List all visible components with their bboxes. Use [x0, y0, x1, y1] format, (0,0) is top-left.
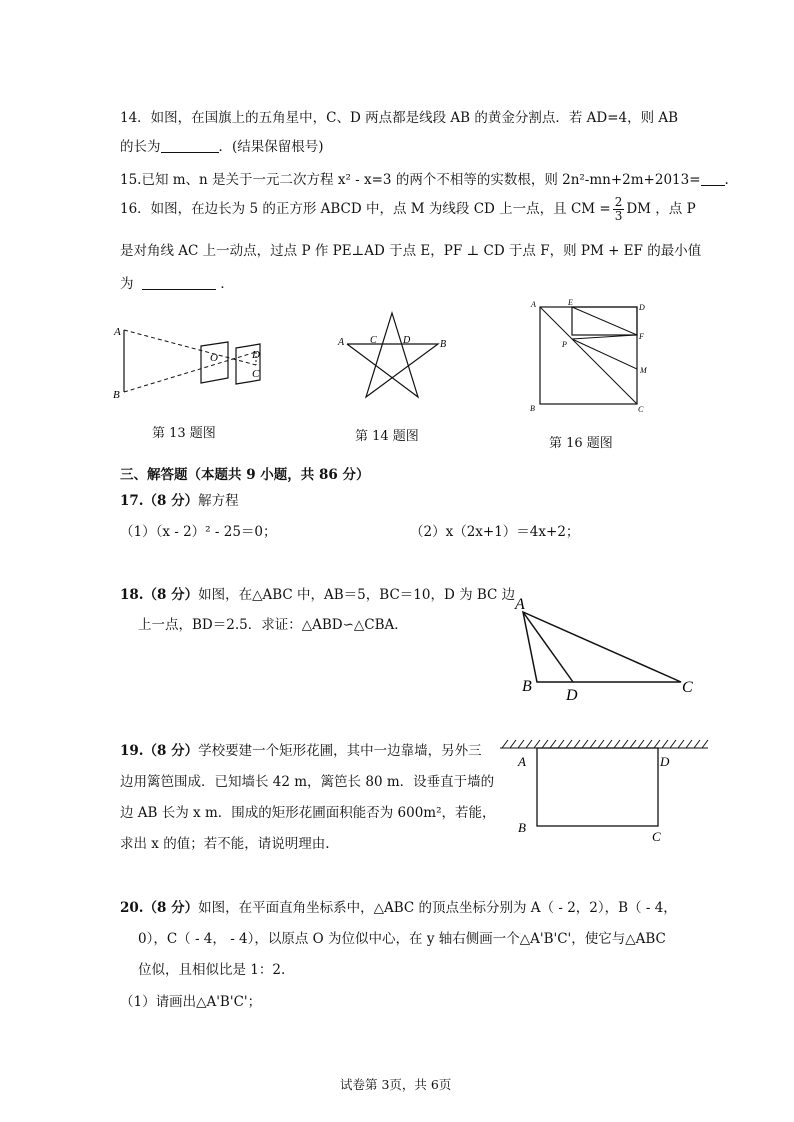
- q20-line1: [120, 896, 677, 916]
- figure-13-caption: 第 13 题图: [152, 426, 216, 441]
- label-c: C: [652, 829, 661, 844]
- q16-line1-pre: 16．如图，在边长为 5 的正方形 ABCD 中，点 M 为线段 CD 上一点，且 CM =: [120, 201, 611, 217]
- q19-line2: 边用篱笆围成．已知墙长 42 m，篱笆长 80 m．设垂直于墙的: [120, 774, 495, 790]
- label-d: D: [660, 754, 670, 769]
- q16-line1-post: DM ，点 P: [626, 201, 696, 217]
- figure-13: [108, 320, 278, 405]
- q19-text: 学校要建一个矩形花圃，其中一边靠墙，另外三: [198, 743, 482, 759]
- q16-line3-post: ．: [220, 276, 234, 292]
- q17-part2: （2）x（2x+1）＝4x+2；: [410, 524, 580, 540]
- label-a: A: [518, 754, 526, 769]
- label-a: A: [114, 326, 121, 338]
- label-b: B: [113, 389, 120, 401]
- label-b: B: [530, 404, 535, 413]
- label-a: A: [515, 596, 525, 613]
- q20-head: 20.（8 分）: [120, 900, 199, 916]
- label-d: D: [252, 349, 260, 361]
- label-b: B: [440, 339, 447, 350]
- q17-head: 17.（8 分）: [120, 493, 199, 509]
- q14-line2: [120, 135, 324, 155]
- q20-part1: （1）请画出△A'B'C'；: [120, 994, 262, 1010]
- q17-part1: （1）（x - 2）² - 25＝0；: [120, 524, 277, 540]
- fraction-numerator: 2: [614, 195, 623, 209]
- fraction: [613, 196, 625, 223]
- q14-line1: 14．如图，在国旗上的五角星中，C、D 两点都是线段 AB 的黄金分割点．若 AD=4，则 AB: [120, 110, 679, 126]
- figure-14-caption: 第 14 题图: [355, 429, 419, 444]
- answer-blank: [142, 275, 216, 290]
- q19-line1: [120, 739, 482, 759]
- label-m: M: [640, 366, 647, 375]
- label-p: P: [562, 340, 567, 349]
- q16-line3: [120, 272, 234, 292]
- q19-head: 19.（8 分）: [120, 743, 199, 759]
- page-footer: 试卷第 3页，共 6页: [340, 1077, 452, 1092]
- label-c: C: [252, 368, 260, 380]
- label-c: C: [682, 679, 693, 696]
- label-f: F: [639, 332, 644, 341]
- q15-text: 15.已知 m、n 是关于一元二次方程 x² - x=3 的两个不相等的实数根，则 2n²-mn+2m+2013=: [120, 172, 701, 188]
- q19-line4: 求出 x 的值；若不能，请说明理由.: [120, 836, 330, 852]
- label-c: C: [370, 335, 377, 346]
- answer-blank: [701, 171, 725, 186]
- section-title: 三、解答题（本题共 9 小题，共 86 分）: [120, 467, 370, 483]
- label-a: A: [531, 300, 536, 309]
- label-e: E: [568, 298, 573, 307]
- figure-16: [525, 295, 660, 420]
- answer-blank: [161, 138, 219, 153]
- q17-text: 解方程: [198, 493, 239, 509]
- q18-head: 18.（8 分）: [120, 587, 199, 603]
- q17-line: [120, 489, 239, 509]
- label-a: A: [338, 337, 345, 348]
- q18-line1: [120, 583, 515, 603]
- q15-line: [120, 168, 729, 188]
- q15-end: .: [724, 172, 729, 188]
- q16-line2: 是对角线 AC 上一动点，过点 P 作 PE⊥AD 于点 E，PF ⊥ CD 于点 F，则 PM + EF 的最小值: [120, 243, 702, 259]
- q18-line2: 上一点，BD＝2.5．求证：△ABD∽△CBA．: [138, 617, 408, 633]
- label-c: C: [638, 405, 644, 414]
- fraction-denominator: 3: [614, 209, 623, 223]
- label-d: D: [639, 303, 645, 312]
- figure-19: [498, 735, 713, 845]
- figure-14: [330, 305, 455, 405]
- q14-line2-post: ．(结果保留根号): [218, 139, 324, 155]
- q18-text: 如图，在△ABC 中，AB＝5，BC＝10，D 为 BC 边: [198, 587, 516, 603]
- label-d: D: [566, 687, 578, 703]
- wall-hatching: [500, 740, 708, 748]
- label-b: B: [518, 820, 526, 835]
- q16-line3-pre: 为: [120, 276, 134, 292]
- q19-line3: 边 AB 长为 x m．围成的矩形花圃面积能否为 600m²，若能，: [120, 805, 496, 821]
- figure-16-caption: 第 16 题图: [549, 436, 613, 451]
- label-b: B: [522, 678, 532, 695]
- q16-line1: [120, 196, 696, 223]
- figure-18: [505, 588, 705, 703]
- q20-line2: 0），C（ - 4， - 4），以原点 O 为位似中心，在 y 轴右侧画一个△A'B'C'，使它与△ABC: [138, 931, 666, 947]
- q14-line2-pre: 的长为: [120, 139, 161, 155]
- label-o: O: [210, 352, 218, 364]
- q20-line3: 位似，且相似比是 1：2.: [138, 962, 286, 978]
- q20-text: 如图，在平面直角坐标系中，△ABC 的顶点坐标分别为 A（ - 2，2），B（ - 4，: [198, 900, 677, 916]
- label-d: D: [403, 335, 411, 346]
